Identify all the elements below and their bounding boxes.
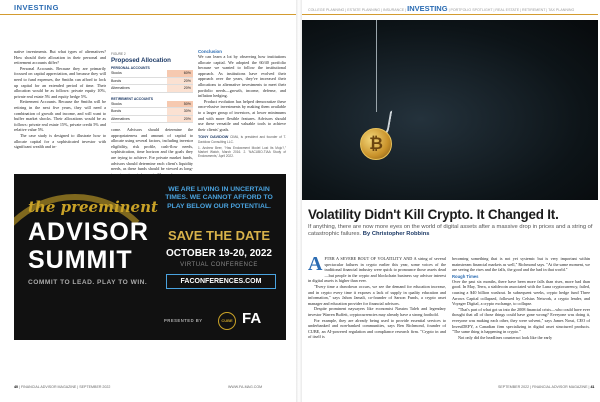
row-label: Bonds xyxy=(111,109,122,113)
conclusion-heading: Conclusion xyxy=(198,49,222,54)
nav-active-section: INVESTING xyxy=(407,4,448,13)
article-headline: Volatility Didn't Kill Crypto. It Changed It. xyxy=(308,207,559,222)
table-row xyxy=(111,108,193,116)
save-the-date: SAVE THE DATE xyxy=(167,228,271,243)
figure-label: FIGURE 2 xyxy=(111,52,126,56)
table-row xyxy=(111,116,193,124)
paragraph: Product evolution has helped democratize these once-elusive investments by making them available to a larger group of investors, at lower minimums and with more flexible features. Advisors should use these versatile and valuable tools to achieve their clients' goals. xyxy=(198,98,286,132)
article-dek xyxy=(308,224,594,239)
right-page xyxy=(302,0,598,402)
bitcoin-coin-icon: ₿ xyxy=(360,128,392,160)
paragraph xyxy=(308,253,446,284)
row-label: Alternatives xyxy=(111,86,130,90)
page-number: 40 xyxy=(14,385,18,389)
article-column-2 xyxy=(452,256,590,340)
nav-before: COLLEGE PLANNING | ESTATE PLANNING | INSURANCE | xyxy=(308,8,407,12)
paragraph-text: FTER A SEVERE BOUT OF VOLATILITY AND A string of several spectacular failures in crypto earlier this year, some voices of the traditional financial industry were quick to pronounce those assets dead—but people in the crypto and blockchain business say advisor interest in digital assets is higher than ever. xyxy=(308,256,446,284)
fishing-line xyxy=(376,20,377,112)
paragraph: come. Advisors should determine the appropriateness and amount of capital to allocate using several factors, including investor eligibility, risk profile, cash-flow needs, sophistication, time horizon and the goals they are trying to achieve. For private market funds, advisors should determine each client's liquidity needs, as these funds should be viewed as long- xyxy=(111,127,193,172)
event-date: OCTOBER 19-20, 2022 xyxy=(166,248,272,259)
paragraph: "That's part of what got us into the 2008 financial crisis—who could have ever thought that all of those things could have gone wrong? Everyone was doing it, everyone was making each other, they were solvent," says James Nossi, CEO of InvestDEFY, a Canadian firm specializing in digital asset structured products. "The same thing is happening in crypto." xyxy=(452,306,590,335)
article-column-1 xyxy=(14,49,106,150)
drop-cap: A xyxy=(308,253,323,275)
event-type: VIRTUAL CONFERENCE xyxy=(180,262,258,268)
author-name: TONY DAVIDOW xyxy=(198,135,229,140)
row-label: Alternatives xyxy=(111,116,130,121)
section-nav xyxy=(302,4,598,15)
article-column-3 xyxy=(198,49,286,158)
table-row xyxy=(111,78,193,86)
article-column-2 xyxy=(111,127,193,177)
paragraph: Personal Accounts. Because they are primarily focused on capital appreciation, and because they will need to fund expenses, the Smiths can afford to lock up capital for an extended period of time. Their allocation would be as follows: private equity 10%, private real estate 5% and equity hedge 5%. xyxy=(14,65,106,99)
table-row xyxy=(111,70,193,78)
paragraph: The case study is designed to illustrate how to allocate capital for a sophisticated investor with significant wealth and in- xyxy=(14,132,106,150)
footer-magazine: FINANCIAL ADVISOR MAGAZINE xyxy=(532,385,588,389)
paragraph: Despite prominent naysayers like economist Nassim Taleb and legendary investor Warren Buffett, cryptocurrencies may already have a strong foothold. xyxy=(308,306,446,317)
fa-logo: FA xyxy=(242,310,262,327)
author-bio-text: CIMA, is president and founder of T. Davidow Consulting LLC. xyxy=(198,135,286,144)
table-row xyxy=(111,85,193,93)
ad-message: WE ARE LIVING IN UNCERTAIN TIMES. WE CANNOT AFFORD TO PLAY BELOW OUR POTENTIAL. xyxy=(165,186,273,210)
paragraph: "Every time a drawdown occurs, we see the demand for education increase, and in crypto every time it exposes a lack of supply in quality education and information," says Jahon Jamali, co-founder of Sarson Funds, a crypto asset manager and education provider for financial advisors. xyxy=(308,283,446,306)
footnote: 1. Andrew Beer, "Has Endowment Model Lost Its Mojo?," Market Watch, March 2016. 2. 'NACUBO-TIAA Study of Endowments,' April 2022. xyxy=(198,145,286,159)
ad-pre-title: the preeminent xyxy=(28,198,158,216)
footer-magazine: FINANCIAL ADVISOR MAGAZINE xyxy=(20,385,77,389)
footer-date: SEPTEMBER 2022 xyxy=(498,385,530,389)
row-value: 20% xyxy=(167,78,193,85)
row-label: Stocks xyxy=(111,101,122,106)
row-label: Bonds xyxy=(111,78,122,83)
row-label: Stocks xyxy=(111,71,122,75)
article-column-1 xyxy=(308,253,446,340)
dek-text: If anything, there are now more eyes on the world of digital assets after a massive drop in prices and a string of catastrophic failures. xyxy=(308,224,593,238)
personal-heading: PERSONAL ACCOUNTS xyxy=(111,66,150,70)
cube-logo: CUBE xyxy=(218,312,236,330)
presented-by: PRESENTED BY xyxy=(164,318,203,323)
author-bio xyxy=(198,135,286,143)
retirement-heading: RETIREMENT ACCOUNTS xyxy=(111,96,154,101)
nav-links xyxy=(308,4,574,13)
row-value: 50% xyxy=(167,101,193,108)
row-value: 20% xyxy=(167,116,193,123)
page-number: 41 xyxy=(590,385,595,389)
paragraph: Not only did the headlines counteract look like the early xyxy=(458,334,553,340)
article-byline: By Christopher Robbins xyxy=(362,231,430,238)
paragraph: native investments. But what types of alternatives? How should their allocation in their personal and retirement accounts differ? xyxy=(14,49,106,66)
section-header xyxy=(0,3,296,28)
row-value: 30% xyxy=(167,108,193,115)
row-value: 20% xyxy=(167,85,193,92)
bitcoin-hook-photo xyxy=(302,20,598,200)
allocation-figure xyxy=(111,52,193,123)
right-footer: SEPTEMBER 2022 | FINANCIAL ADVISOR MAGAZINE | 41 xyxy=(498,385,595,389)
left-footer: 40 | FINANCIAL ADVISOR MAGAZINE | SEPTEMBER 2022 xyxy=(14,385,111,389)
table-row xyxy=(111,101,193,109)
section-tag: INVESTING xyxy=(14,3,59,12)
subhead: Rough Times xyxy=(452,273,479,279)
paragraph: We can learn a lot by observing how institutions allocate capital. We adopted the 60/40 portfolio because we wanted to follow the institutional approach. As institutions have evolved their approach over the years, they've increased their allocations to alternative investments to meet their portfolio needs—growth, income, defense, and inflation hedging. xyxy=(198,54,286,99)
paragraph: becoming something that is not yet systemic but is very important within mainstream financial markets as well," Richmond says. "At the same moment, we are seeing the rises and the falls, the good and the bad in that world." xyxy=(452,256,590,273)
figure-title: Proposed Allocation xyxy=(111,57,171,64)
footer-url: WWW.FA-MAG.COM xyxy=(228,385,263,389)
ad-title-advisor: ADVISOR xyxy=(28,218,149,246)
ad-url-link[interactable]: FACONFERENCES.COM xyxy=(166,274,276,289)
footer-date: SEPTEMBER 2022 xyxy=(79,385,111,389)
ad-tagline: COMMIT TO LEAD. PLAY TO WIN. xyxy=(28,279,148,286)
paragraph: Retirement Accounts. Because the Smiths will be retiring in the next five years, they will need a combination of growth and income, and will want to buffer market shocks. Their allocations would be as follows: private real estate 15%, private credit 5% and relative value 5%. xyxy=(14,99,106,133)
nav-after: | PORTFOLIO SPOTLIGHT | REAL ESTATE | RETIREMENT | TAX PLANNING xyxy=(448,8,575,12)
row-value: 60% xyxy=(167,70,193,77)
left-page xyxy=(0,0,296,402)
ad-title-summit: SUMMIT xyxy=(28,246,133,274)
paragraph: For example, they are already being used to provide essential services to underbanked and non-banked communities, says Ben Richmond, founder of CUBE, an AI-powered regulation and compliance research firm. "Crypto in and of itself is xyxy=(308,317,446,340)
advisor-summit-ad[interactable] xyxy=(14,174,286,340)
paragraph: Over the past six months, there have been more falls than rises, more bad than good. In May, Terra, a stablecoin associated with the Luna cryptocurrency, failed, causing a $40 billion washout. In subsequent weeks, crypto hedge fund Three Arrows Capital collapsed, followed by Celsius Network, a crypto lender, and Voyager Digital, a crypto exchange, to collapse. xyxy=(452,278,590,307)
